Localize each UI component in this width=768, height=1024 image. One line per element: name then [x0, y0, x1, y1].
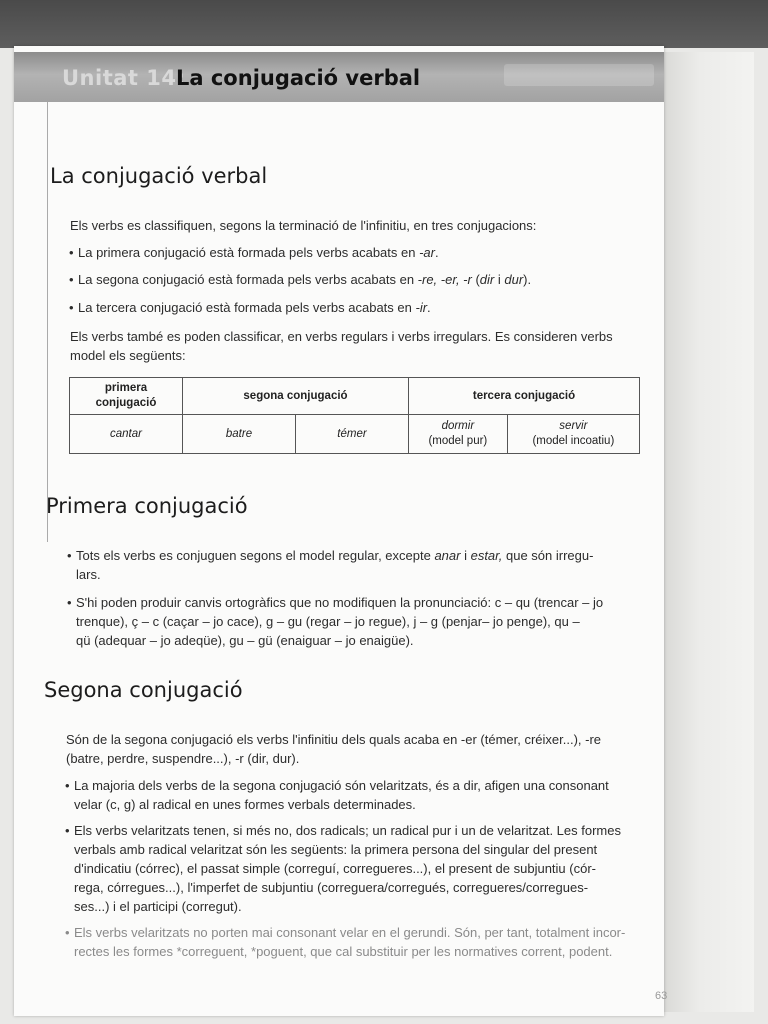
intro-bullet-1: • La primera conjugació està formada pels verbs acabats en -ar. — [78, 243, 439, 262]
intro-paragraph-2: Els verbs també es poden classificar, en verbs regulars i verbs irregulars. Es consideren verbs model els següents: — [70, 329, 613, 363]
segona-bullet-3: • Els verbs velaritzats no porten mai consonant velar en el gerundi. Són, per tant, totalment incor- rectes les formes *correguent, *poguent, que cal substituir per les normatives corrent, podent. — [74, 923, 649, 961]
section-heading-primera: Primera conjugació — [46, 494, 248, 518]
table-cell-temer: témer — [296, 415, 409, 454]
table-header-segona: segona conjugació — [183, 378, 409, 415]
segona-bullet-2: • Els verbs velaritzats tenen, si més no, dos radicals; un radical pur i un de velaritzat. Les formes verbals amb radical velaritzat són les següents: la primera persona del singular del present d'indicatiu (córrec), el passat simple (correguí, corregueres...), el present de subjuntiu (cór- rega, córregues...), l'imperfet de subjuntiu (correguera/corregués, corregueres/corregues- ses...) i el participi (corregut). — [74, 821, 649, 916]
table-header-primera: primera conjugació — [70, 378, 183, 415]
page-number: 63 — [655, 990, 668, 1002]
margin-rule — [47, 102, 48, 542]
unit-title: La conjugació verbal — [176, 66, 421, 90]
header-ghost-text — [504, 64, 654, 86]
intro-bullet-2: • La segona conjugació està formada pels verbs acabats en -re, -er, -r (dir i dur). — [78, 270, 531, 289]
primera-bullet-1: • Tots els verbs es conjuguen segons el model regular, excepte anar i estar, que són irregu- lars. — [76, 546, 646, 584]
segona-paragraph-1: Són de la segona conjugació els verbs l'infinitiu dels quals acaba en -er (témer, créixer...), -re (batre, perdre, suspendre...), -r (dir, dur). — [66, 732, 602, 766]
intro-paragraph-1: Els verbs es classifiquen, segons la terminació de l'infinitiu, en tres conjugacions: — [70, 218, 537, 233]
book-page — [14, 46, 664, 1016]
conjugation-model-table — [69, 377, 640, 454]
table-header-tercera: tercera conjugació — [409, 378, 640, 415]
segona-bullet-1: • La majoria dels verbs de la segona conjugació són velaritzats, és a dir, afigen una consonant velar (c, g) al radical en unes formes verbals determinades. — [74, 776, 649, 814]
scan-top-shadow — [0, 0, 768, 48]
intro-bullet-3: • La tercera conjugació està formada pels verbs acabats en -ir. — [78, 298, 431, 317]
table-cell-servir: servir (model incoatiu) — [507, 415, 639, 454]
unit-header-band — [14, 52, 664, 102]
table-cell-batre: batre — [183, 415, 296, 454]
section-heading-segona: Segona conjugació — [44, 678, 243, 702]
unit-label: Unitat 14: — [62, 66, 186, 90]
table-cell-dormir: dormir (model pur) — [409, 415, 508, 454]
section-heading-intro: La conjugació verbal — [50, 164, 268, 188]
table-cell-cantar: cantar — [70, 415, 183, 454]
primera-bullet-2: • S'hi poden produir canvis ortogràfics que no modifiquen la pronunciació: c – qu (trencar – jo trenque), ç – c (caçar – jo cace), g – gu (regar – jo regue), j – g (penjar– jo penge), qu – qü (adequar – jo adeqüe), gu – gü (enaiguar – jo enaigüe). — [76, 593, 651, 650]
adjacent-page-edge — [664, 52, 754, 1012]
